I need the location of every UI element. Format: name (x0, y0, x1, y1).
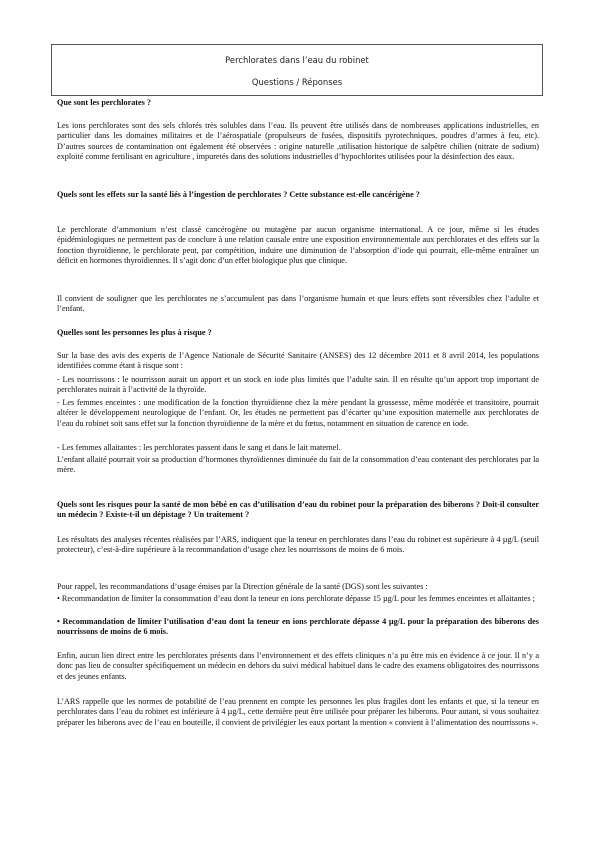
section-paragraph: L’ARS rappelle que les normes de potabilité de l’eau prennent en compte les personnes les plus fragiles dont les enfants et que, si la teneur en perchlorates dans l’eau du robinet est inférieure à 4 µg/L, cette dernière peut être utilisée pour préparer les biberons. Pour autant, si vous souhaitez préparer les biberons avec de l’eau en bouteille, il convient de privilégier les eaux portant la mention « convient à l’alimentation des nourrissons ». (57, 697, 539, 727)
recommendation-pregnant: • Recommandation de limiter la consommation d’eau dont la teneur en ions perchlorate dépasse 15 µg/L pour les femmes enceintes et allaitantes ; (57, 594, 535, 603)
section-heading-what: Que sont les perchlorates ? (57, 98, 151, 107)
section-paragraph: Il convient de souligner que les perchlorates ne s’accumulent pas dans l’organisme humain et que leurs effets sont réversibles chez l’adulte et l’enfant. (57, 294, 539, 314)
risk-item-pregnant: - Les femmes enceintes : une modification de la fonction thyroïdienne chez la mère pendant la grossesse, même modérée et transitoire, pourrait altérer le développement neurologique de l’enfant. Or, les études ne permettent pas d’écarter qu’une exposition maternelle aux perchlorates de l’eau du robinet soit sans effet sur la fonction thyroïdienne de la mère et du fœtus, notamment en situation de carence en iode. (57, 398, 539, 428)
document-header (51, 44, 543, 96)
section-paragraph: Sur la base des avis des experts de l’Agence Nationale de Sécurité Sanitaire (ANSES) des 12 décembre 2011 et 8 avril 2014, les populations identifiées comme étant à risque sont : (57, 351, 539, 371)
section-heading-baby-risks: Quels sont les risques pour la santé de mon bébé en cas d’utilisation d’eau du robinet pour la préparation des biberons ? Doit-il consulter un médecin ? Existe-t-il un dépistage ? Un traitement ? (57, 500, 539, 520)
section-paragraph: Les résultats des analyses récentes réalisées par l’ARS, indiquent que la teneur en perchlorates dans l’eau du robinet est supérieure à 4 µg/L (seuil protecteur), c’est-à-dire supérieure à la recommandation d’usage chez les nourrissons de moins de 6 mois. (57, 535, 539, 555)
section-paragraph: Pour rappel, les recommandations d’usage émises par la Direction générale de la santé (DGS) sont les suivantes : (57, 582, 428, 591)
section-paragraph: L’enfant allaité pourrait voir sa production d’hormones thyroïdiennes diminuée du fait de la consommation d’eau contenant des perchlorates par la mère. (57, 455, 539, 475)
recommendation-infants: • Recommandation de limiter l’utilisation d’eau dont la teneur en ions perchlorate dépasse 4 µg/L pour la préparation des biberons des nourrissons de moins de 6 mois. (57, 617, 539, 637)
risk-item-infants: - Les nourrissons : le nourrisson aurait un apport et un stock en iode plus limités que l’adulte sain. Il en résulte qu’un apport trop important de perchlorates nuirait à l’activité de la thyroïde. (57, 375, 539, 395)
section-paragraph: Enfin, aucun lien direct entre les perchlorates présents dans l’environnement et des effets cliniques n’a pu être mis en évidence à ce jour. Il n’y a donc pas lieu de consulter spécifiquement un médecin en dehors du suivi médical habituel dans le cadre des examens obligatoires des nourrissons et des jeunes enfants. (57, 651, 539, 681)
section-heading-effects: Quels sont les effets sur la santé liés à l’ingestion de perchlorates ? Cette substance est-elle cancérigène ? (57, 190, 420, 199)
section-heading-risk-groups: Quelles sont les personnes les plus à risque ? (57, 328, 212, 337)
section-paragraph: Les ions perchlorates sont des sels chlorés très solubles dans l’eau. Ils peuvent être utilisés dans de nombreuses applications industrielles, en particulier dans les domaines militaires et de l’aérospatiale (propulseurs de fusées, dispositifs pyrotechniques, poudres d’armes à feu, etc). D’autres sources de contamination ont également été observées : origine naturelle ,utilisation historique de salpêtre chilien (nitrate de sodium) exploité comme fertilisant en agriculture , impuretés dans des solutions industrielles d’hypochlorites utilisées pour la désinfection des eaux. (57, 121, 539, 162)
document-title: Perchlorates dans l’eau du robinet (225, 55, 369, 65)
section-paragraph: Le perchlorate d’ammonium n’est classé cancérogène ou mutagène par aucun organisme international. A ce jour, même si les études épidémiologiques ne permettent pas de conclure à une relation causale entre une exposition environnementale aux perchlorates et des effets sur la fonction thyroïdienne, le perchlorate peut, par compétition, induire une diminution de l’absorption d’iode qui pourrait, elle-même entraîner un déficit en hormones thyroïdiennes. Il s’agit donc d’un effet biologique plus que clinique. (57, 225, 539, 266)
risk-item-breastfeeding: - Les femmes allaitantes : les perchlorates passent dans le sang et dans le lait maternel. (57, 443, 341, 452)
document-subtitle: Questions / Réponses (251, 77, 343, 87)
